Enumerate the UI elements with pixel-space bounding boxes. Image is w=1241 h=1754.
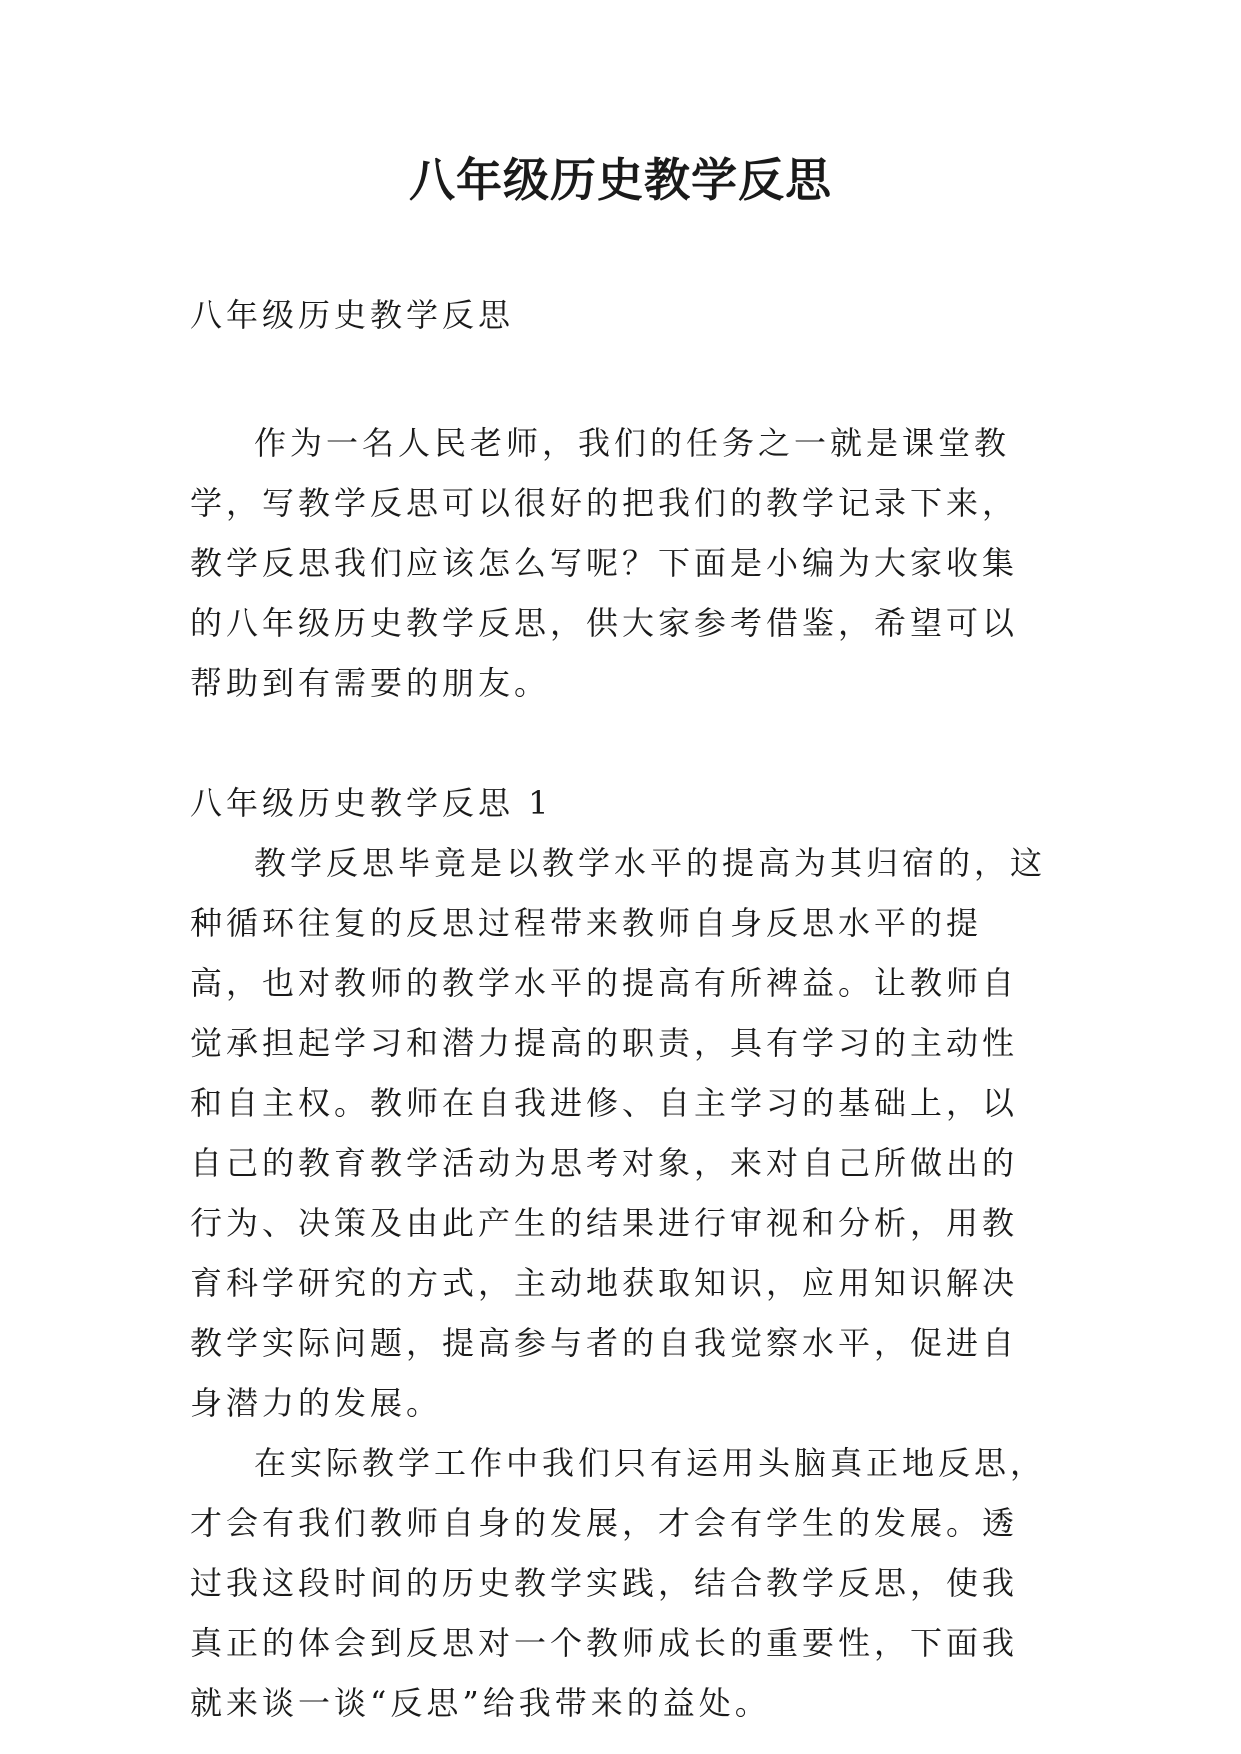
body-paragraph: 在实际教学工作中我们只有运用头脑真正地反思，才会有我们教师自身的发展，才会有学生的发展。透过我这段时间的历史教学实践，结合教学反思，使我真正的体会到反思对一个教师成长的重要性，下面我就来谈一谈“反思”给我带来的益处。 xyxy=(190,1444,1047,1722)
intro-paragraph: 作为一名人民老师，我们的任务之一就是课堂教学，写教学反思可以很好的把我们的教学记录下来，教学反思我们应该怎么写呢？下面是小编为大家收集的八年级历史教学反思，供大家参考借鉴，希望可以帮助到有需要的朋友。 xyxy=(190,424,1019,702)
document-subtitle: 八年级历史教学反思 xyxy=(190,296,515,334)
body-paragraph: 教学反思毕竟是以教学水平的提高为其归宿的，这种循环往复的反思过程带来教师自身反思水平的提高，也对教师的教学水平的提高有所裨益。让教师自觉承担起学习和潜力提高的职责，具有学习的主动性和自主权。教师在自我进修、自主学习的基础上，以自己的教育教学活动为思考对象，来对自己所做出的行为、决策及由此产生的结果进行审视和分析，用教育科学研究的方式，主动地获取知识，应用知识解决教学实际问题，提高参与者的自我觉察水平，促进自身潜力的发展。 xyxy=(190,844,1047,1422)
document-title: 八年级历史教学反思 xyxy=(409,153,832,207)
section-heading: 八年级历史教学反思 1 xyxy=(190,784,553,822)
document-body xyxy=(190,285,1050,1733)
